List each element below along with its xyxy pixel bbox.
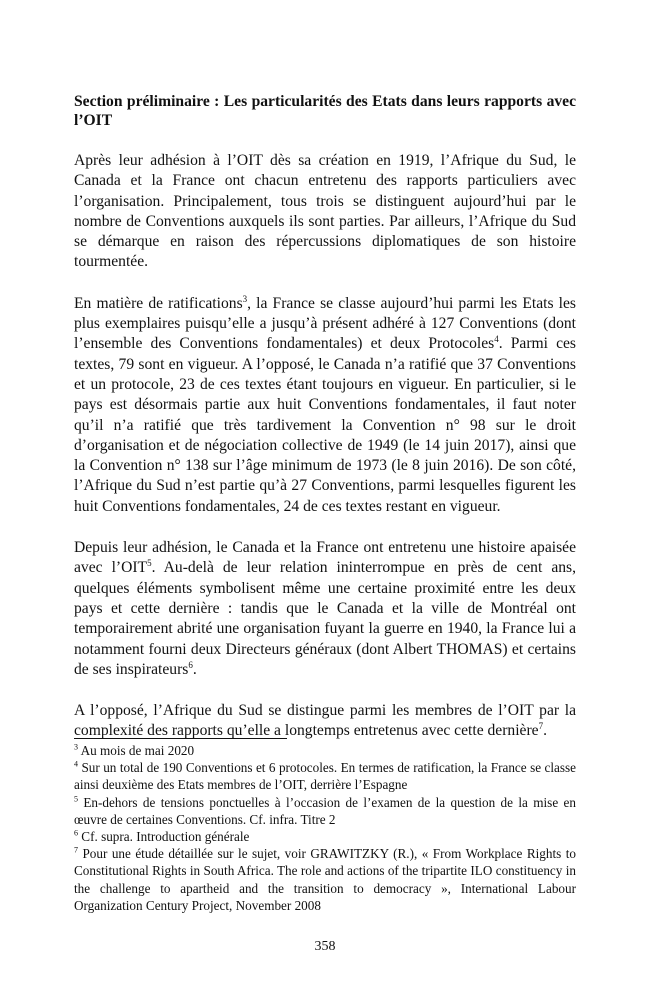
- footnote-number: 7: [74, 845, 78, 855]
- paragraph-text: .: [192, 660, 197, 678]
- paragraph-south-africa: [74, 701, 576, 742]
- paragraph-text: En matière de ratifications: [74, 294, 243, 312]
- footnote-3: [74, 742, 576, 759]
- footnote-number: 6: [74, 828, 78, 838]
- paragraph-text: .: [543, 722, 547, 740]
- paragraph-ratifications: [74, 294, 576, 517]
- footnote-text: Au mois de mai 2020: [78, 743, 195, 758]
- footnote-ref-3[interactable]: 3: [242, 293, 248, 304]
- paragraph-text: . Parmi ces textes, 79 sont en vigueur. A l’opposé, le Canada n’a ratifié que 37 Conventions et un protocole, 23 de ces textes étant toujours en vigueur. En particulier, si le pays est désormais partie aux huit Conventions fondamentales, il faut noter qu’il n’a ratifié que très tardivement la Convention n° 98 sur le droit d’organisation et de négociation collective de 1949 (le 14 juin 2017), ainsi que la Convention n° 138 sur l’âge minimum de 1973 (le 8 juin 2016). De son côté, l’Afrique du Sud n’est partie qu’à 27 Conventions, parmi lesquelles figurent les huit Conventions fondamentales, 24 de ces textes restant en vigueur.: [74, 335, 576, 515]
- footnote-ref-7[interactable]: 7: [538, 721, 544, 732]
- paragraph-text: A l’opposé, l’Afrique du Sud se distingue parmi les membres de l’OIT par la complexité des rapports qu’elle a longtemps entretenus avec cette dernière: [74, 702, 576, 740]
- footnote-6: [74, 828, 576, 845]
- page-number: 358: [314, 939, 336, 954]
- footnote-number: 3: [74, 742, 78, 752]
- footnote-ref-5[interactable]: 5: [147, 558, 152, 569]
- paragraph-text: . Au-delà de leur relation ininterrompue en près de cent ans, quelques éléments symbolisent même une certaine proximité entre les deux pays et cette dernière : tandis que le Canada et la ville de Montréal ont temporairement abrité une organisation fuyant la guerre en 1940, la France lui a notamment fourni deux Directeurs généraux (dont Albert THOMAS) et certains de ses inspirateurs: [74, 559, 577, 678]
- footnote-number: 4: [74, 759, 78, 769]
- footnote-number: 5: [74, 794, 78, 804]
- paragraph-text: Depuis leur adhésion, le Canada et la France ont entretenu une histoire apaisée avec l’OIT: [74, 539, 576, 577]
- footnote-5: [74, 794, 576, 828]
- section-heading: Section préliminaire : Les particularités des Etats dans leurs rapports avec l’OIT: [74, 93, 576, 129]
- footnote-ref-4[interactable]: 4: [494, 334, 499, 345]
- paragraph-history: [74, 538, 576, 680]
- footnote-separator: [74, 738, 287, 739]
- footnote-text: Sur un total de 190 Conventions et 6 protocoles. En termes de ratification, la France se classe ainsi deuxième des Etats membres de l’OIT, derrière l’Espagne: [74, 760, 576, 793]
- footnote-text: En-dehors de tensions ponctuelles à l’occasion de l’examen de la question de la mise en œuvre de certaines Conventions. Cf. infra. Titre 2: [74, 794, 576, 827]
- footnote-ref-6[interactable]: 6: [188, 659, 193, 670]
- footnote-text: Pour une étude détaillée sur le sujet, voir GRAWITZKY (R.), « From Workplace Rights to Constitutional Rights in South Africa. The role and actions of the tripartite ILO constituency in the challenge to apartheid and the transition to democracy », International Labour Organization Century Project, November 2008: [74, 846, 576, 913]
- paragraph-intro: [74, 151, 576, 273]
- footnotes: [74, 742, 576, 914]
- footnote-4: [74, 759, 576, 793]
- footnote-7: [74, 845, 576, 914]
- page-body: [74, 92, 576, 763]
- paragraph-text: , la France se classe aujourd’hui parmi les Etats les plus exemplaires puisqu’elle a jusqu’à présent adhéré à 127 Conventions (dont l’ensemble des Conventions fondamentales) et deux Protocoles: [74, 294, 576, 353]
- paragraph-text: Après leur adhésion à l’OIT dès sa création en 1919, l’Afrique du Sud, le Canada et la France ont chacun entretenu des rapports particuliers avec l’organisation. Principalement, tous trois se distinguent aujourd’hui par le nombre de Conventions auxquels ils sont parties. Par ailleurs, l’Afrique du Sud se démarque en raison des répercussions diplomatiques de son histoire tourmentée.: [74, 152, 576, 271]
- footnote-text: Cf. supra. Introduction générale: [78, 829, 250, 845]
